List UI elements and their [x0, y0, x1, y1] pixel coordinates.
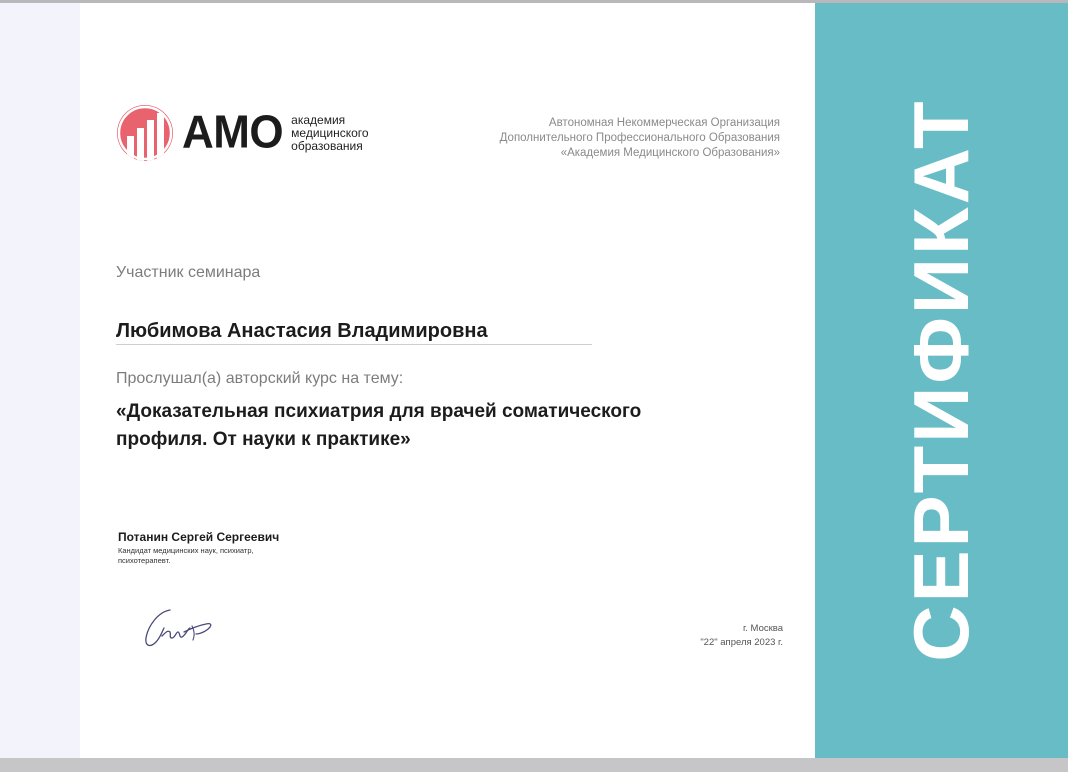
- lecturer-signature: [140, 602, 216, 654]
- city: г. Москва: [742, 623, 783, 634]
- lecturer-credentials: [118, 546, 318, 566]
- logo-abbreviation: АМО: [182, 106, 284, 159]
- logo-subtitle-line: медицинского: [291, 125, 369, 140]
- amo-logo: [116, 104, 369, 162]
- issue-date: "22" апреля 2023 г.: [700, 637, 783, 648]
- name-underline: [116, 344, 592, 345]
- organization-header: [500, 116, 780, 161]
- left-margin: [0, 3, 80, 758]
- organization-line: «Академия Медицинского Образования»: [560, 147, 780, 159]
- lecturer-name: Потанин Сергей Сергеевич: [118, 530, 280, 544]
- place-and-date: [700, 622, 783, 650]
- logo-subtitle: [291, 114, 368, 153]
- course-title-line: «Доказательная психиатрия для врачей соматического: [116, 401, 642, 422]
- organization-line: Дополнительного Профессионального Образования: [499, 132, 780, 144]
- participant-label: Участник семинара: [116, 264, 261, 281]
- course-title: [116, 398, 716, 454]
- logo-subtitle-line: академия: [291, 112, 346, 127]
- course-title-line: профиля. От науки к практике»: [116, 429, 411, 450]
- certificate-side-title: СЕРТИФИКАТ: [897, 98, 985, 662]
- logo-subtitle-line: образования: [291, 138, 363, 153]
- organization-line: Автономная Некоммерческая Организация: [548, 117, 780, 129]
- lecturer-credentials-line: психотерапевт.: [118, 556, 171, 565]
- lecturer-credentials-line: Кандидат медицинских наук, психиатр,: [118, 546, 254, 555]
- participant-name: Любимова Анастасия Владимировна: [116, 320, 488, 342]
- bottom-border: [0, 758, 1068, 772]
- amo-logo-icon: [116, 104, 174, 162]
- course-intro: Прослушал(а) авторский курс на тему:: [116, 370, 404, 387]
